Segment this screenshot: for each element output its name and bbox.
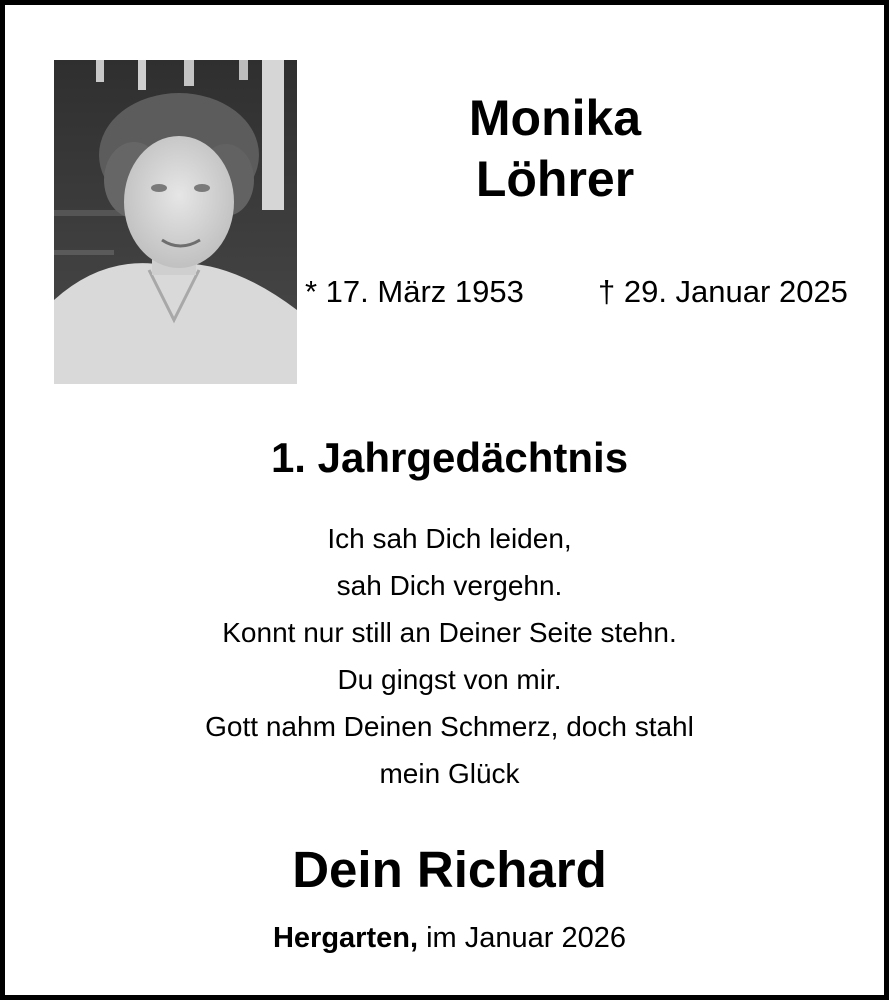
poem-line: sah Dich vergehn.	[336, 570, 563, 601]
last-name: Löhrer	[475, 151, 635, 207]
memorial-heading: 1. Jahrgedächtnis	[270, 434, 629, 481]
first-name: Monika	[468, 90, 642, 146]
place-name: Hergarten,	[272, 922, 419, 954]
death-date: † 29. Januar 2025	[598, 274, 848, 309]
poem-line: Ich sah Dich leiden,	[327, 523, 572, 554]
signature: Dein Richard	[292, 841, 607, 898]
birth-date: * 17. März 1953	[305, 274, 524, 309]
portrait-photo	[54, 60, 297, 384]
notice-date: im Januar 2026	[418, 922, 626, 954]
poem-line: Du gingst von mir.	[337, 664, 562, 695]
poem-line: Gott nahm Deinen Schmerz, doch stahl	[205, 711, 694, 742]
poem-line: mein Glück	[379, 758, 520, 789]
place-date-line	[5, 916, 889, 960]
poem	[5, 515, 889, 797]
poem-line: Konnt nur still an Deiner Seite stehn.	[222, 617, 677, 648]
